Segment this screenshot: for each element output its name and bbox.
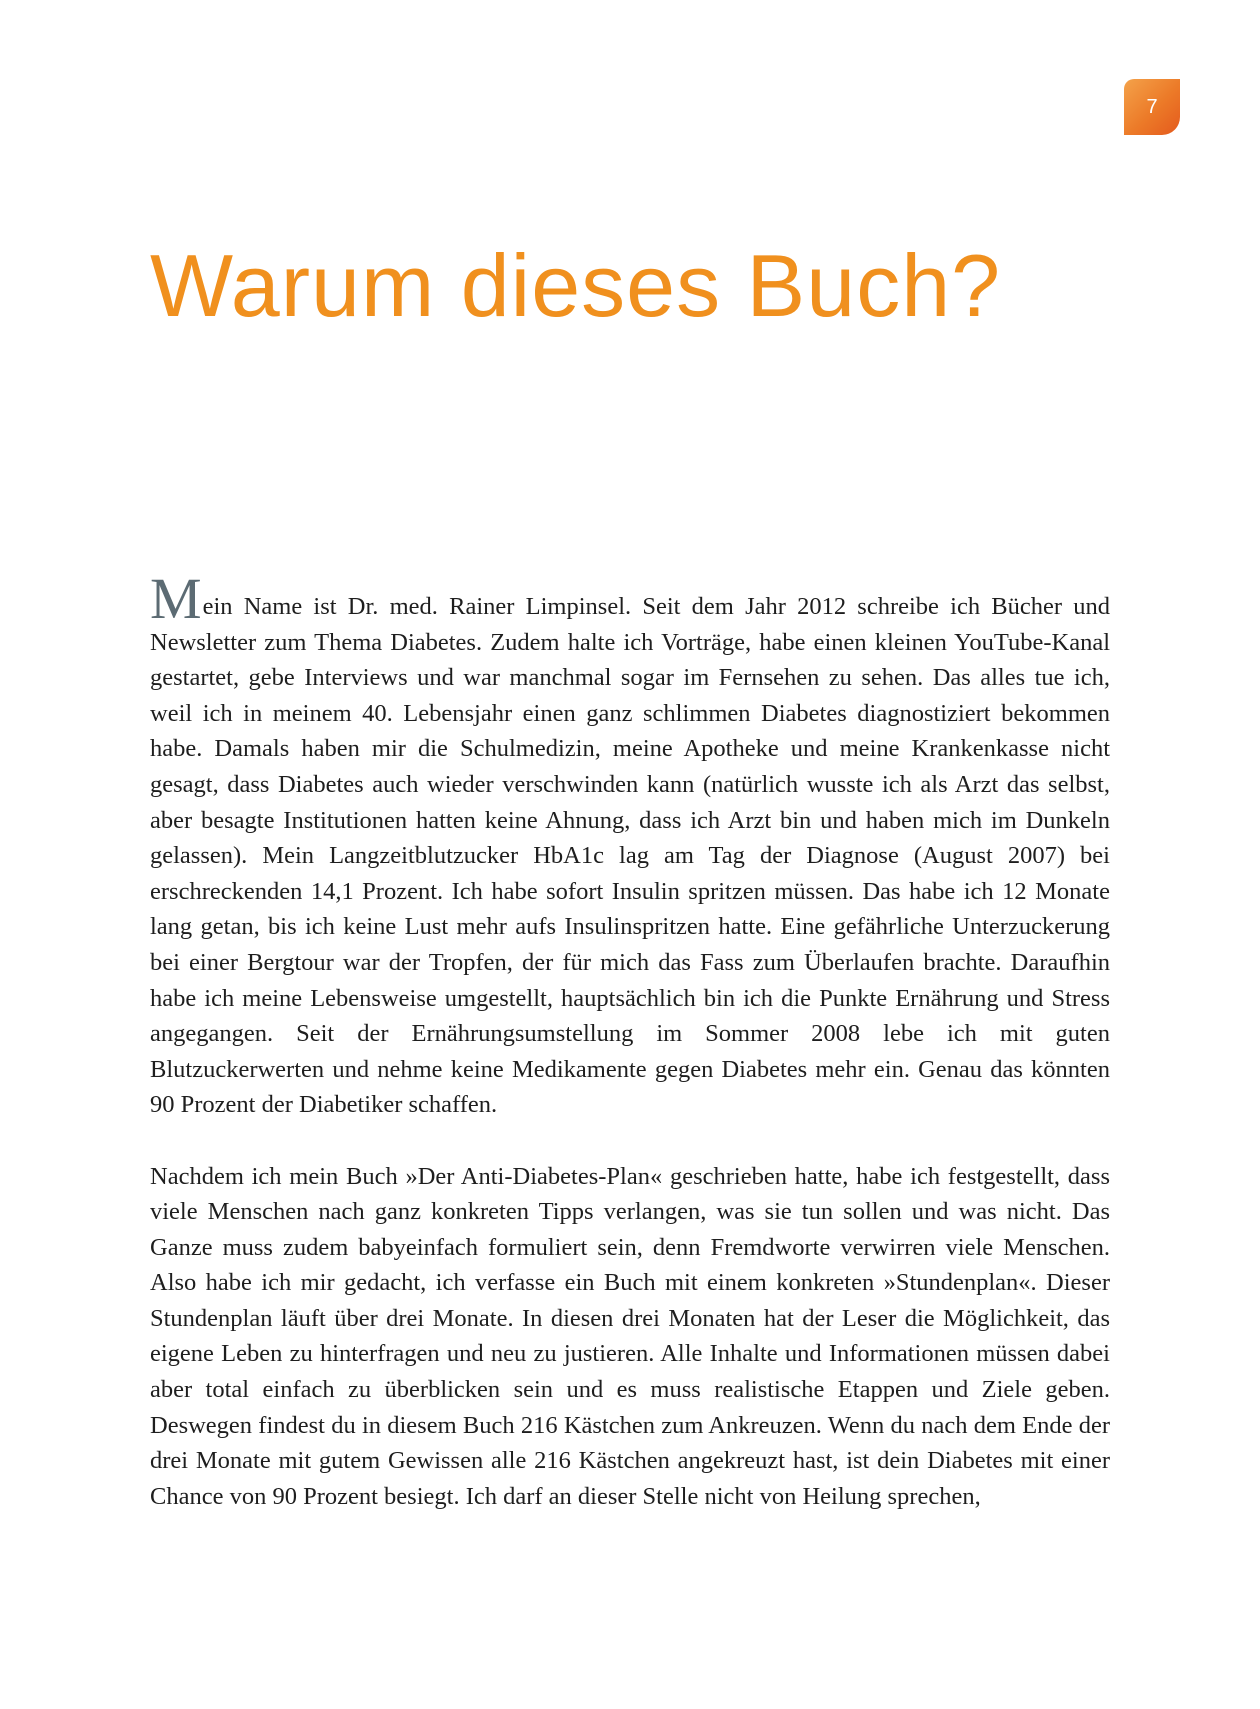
paragraph-1-text: ein Name ist Dr. med. Rainer Limpinsel. Seit dem Jahr 2012 schreibe ich Bücher und Newsletter zum Thema Diabetes. Zudem halte ich Vorträge, habe einen kleinen YouTube-Kanal gestartet, gebe Interviews und war manchmal sogar im Fernsehen zu sehen. Das alles tue ich, weil ich in meinem 40. Lebensjahr einen ganz schlimmen Diabetes diagnostiziert bekommen habe. Damals haben mir die Schulmedizin, meine Apotheke und meine Krankenkasse nicht gesagt, dass Diabetes auch wieder verschwinden kann (natürlich wusste ich als Arzt das selbst, aber besagte Institutionen hatten keine Ahnung, dass ich Arzt bin und haben mich im Dunkeln gelassen). Mein Langzeitblutzucker HbA1c lag am Tag der Diagnose (August 2007) bei erschreckenden 14,1 Prozent. Ich habe sofort Insulin spritzen müssen. Das habe ich 12 Monate lang getan, bis ich keine Lust mehr aufs Insulinspritzen hatte. Eine gefährliche Unterzuckerung bei einer Bergtour war der Tropfen, der für mich das Fass zum Überlaufen brachte. Daraufhin habe ich meine Lebensweise umgestellt, hauptsächlich bin ich die Punkte Ernährung und Stress angegangen. Seit der Ernährungsumstellung im Sommer 2008 lebe ich mit guten Blutzuckerwerten und nehme keine Medikamente gegen Diabetes mehr ein. Genau das könnten 90 Prozent der Diabetiker schaffen. — [150, 593, 1110, 1119]
paragraph-1 — [150, 566, 1110, 1123]
page-number-tab: 7 — [1124, 79, 1180, 135]
drop-cap-letter: M — [150, 566, 202, 631]
chapter-title: Warum dieses Buch? — [150, 236, 1002, 335]
paragraph-2-text: Nachdem ich mein Buch »Der Anti-Diabetes-Plan« geschrieben hatte, habe ich festgestellt, dass viele Menschen nach ganz konkreten Tipps verlangen, was sie tun sollen und was nicht. Das Ganze muss zudem babyeinfach formuliert sein, denn Fremdworte verwirren viele Menschen. Also habe ich mir gedacht, ich verfasse ein Buch mit einem konkreten »Stundenplan«. Dieser Stundenplan läuft über drei Monate. In diesen drei Monaten hat der Leser die Möglichkeit, das eigene Leben zu hinterfragen und neu zu justieren. Alle Inhalte und Informationen müssen dabei aber total einfach zu überblicken sein und es muss realistische Etappen und Ziele geben. Deswegen findest du in diesem Buch 216 Kästchen zum Ankreuzen. Wenn du nach dem Ende der drei Monate mit gutem Gewissen alle 216 Kästchen angekreuzt hast, ist dein Diabetes mit einer Chance von 90 Prozent besiegt. Ich darf an dieser Stelle nicht von Heilung sprechen, — [150, 1162, 1110, 1510]
paragraph-2 — [150, 1159, 1110, 1515]
body-text — [150, 566, 1110, 1514]
